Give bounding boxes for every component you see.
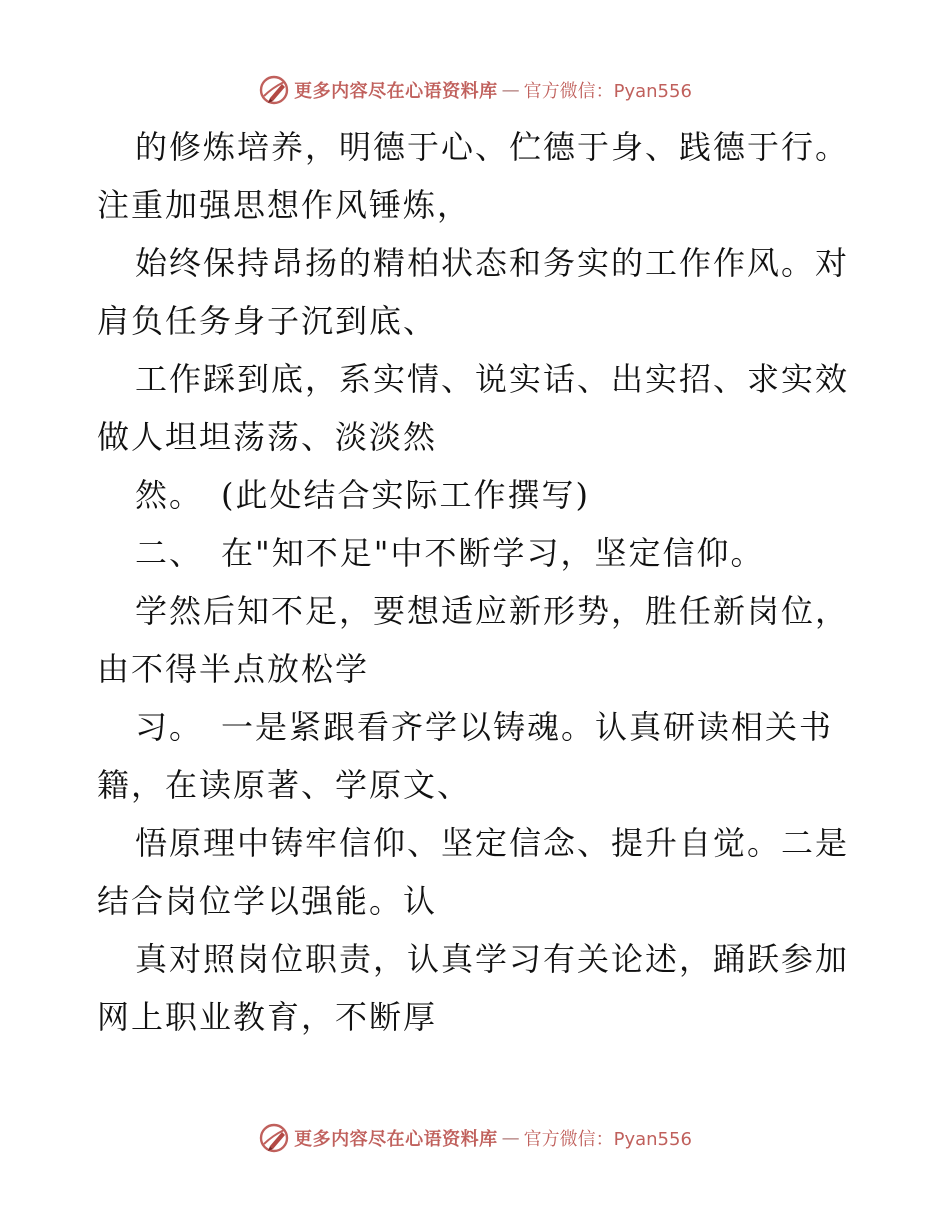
- header-brand-text: 更多内容尽在心语资料库: [294, 81, 498, 102]
- pen-logo-icon: [258, 74, 290, 106]
- body-text-line: 肩负任务身子沉到底、: [97, 302, 438, 340]
- body-text-line: 籍，在读原著、学原文、: [97, 766, 472, 804]
- header-banner: [0, 70, 950, 110]
- body-text-line: 始终保持昂扬的精柏状态和务实的工作作风。对: [135, 244, 850, 282]
- footer-banner: [0, 1118, 950, 1158]
- body-text-line: 习。 一是紧跟看齐学以铸魂。认真研读相关书: [135, 708, 834, 746]
- body-text-line: 二、 在"知不足"中不断学习，坚定信仰。: [135, 534, 765, 572]
- body-text-line: 然。 (此处结合实际工作撰写): [135, 476, 590, 514]
- body-text-line: 的修炼培养，明德于心、伫德于身、践德于行。: [135, 128, 850, 166]
- footer-brand-text: 更多内容尽在心语资料库: [294, 1129, 498, 1150]
- body-text-line: 悟原理中铸牢信仰、坚定信念、提升自觉。二是: [135, 824, 850, 862]
- header-wechat-text: 官方微信：Pyan556: [523, 81, 692, 102]
- footer-separator: —: [501, 1127, 520, 1149]
- body-text-line: 结合岗位学以强能。认: [97, 882, 438, 920]
- body-text-line: 网上职业教育，不断厚: [97, 998, 438, 1036]
- body-text-line: 工作踩到底，系实情、说实话、出实招、求实效: [135, 360, 850, 398]
- body-text-line: 由不得半点放松学: [97, 650, 370, 688]
- footer-wechat-text: 官方微信：Pyan556: [523, 1129, 692, 1150]
- body-text-line: 学然后知不足，要想适应新形势，胜任新岗位，: [135, 592, 850, 630]
- header-separator: —: [501, 79, 520, 101]
- body-text-line: 真对照岗位职责，认真学习有关论述，踊跃参加: [135, 940, 850, 978]
- pen-logo-icon: [258, 1122, 290, 1154]
- document-body: [97, 118, 857, 1046]
- body-text-line: 做人坦坦荡荡、淡淡然: [97, 418, 438, 456]
- body-text-line: 注重加强思想作风锤炼，: [97, 186, 472, 224]
